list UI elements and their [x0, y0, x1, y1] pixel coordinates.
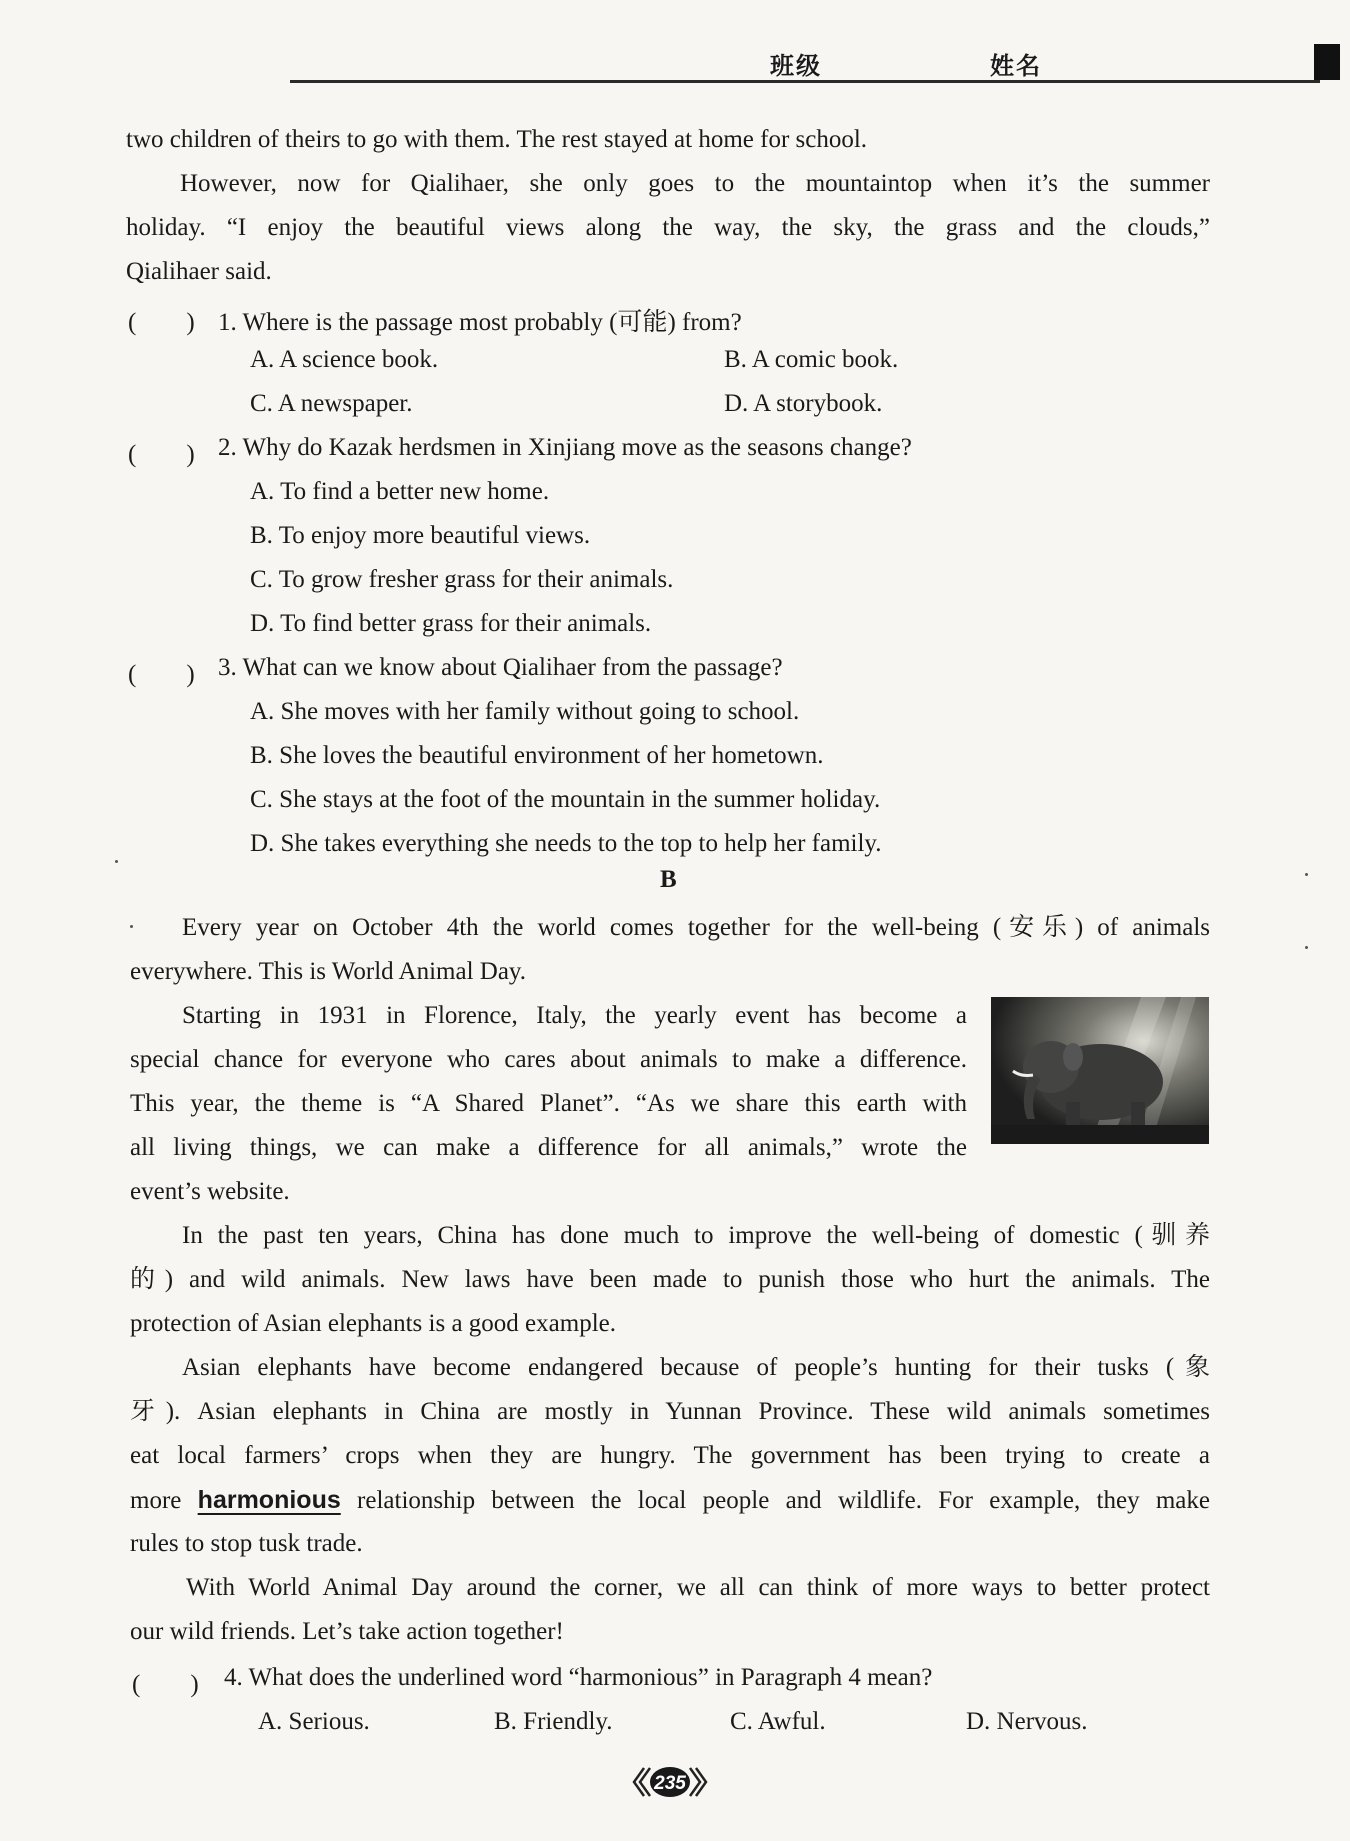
class-blank: [826, 58, 902, 81]
q1-option-d[interactable]: D. A storybook.: [724, 390, 883, 417]
header-rule: [290, 80, 1320, 83]
name-label: 姓名: [990, 54, 1042, 80]
q2-option-d[interactable]: D. To find better grass for their animals.: [250, 610, 652, 637]
scan-dot: [130, 925, 133, 928]
q2-option-c[interactable]: C. To grow fresher grass for their animals.: [250, 566, 674, 593]
page-number: 235: [654, 1773, 686, 1794]
q4-option-a[interactable]: A. Serious.: [258, 1708, 370, 1735]
class-field: [770, 46, 902, 81]
name-field: [990, 46, 1196, 81]
passage-b-p2-line-1: Starting in 1931 in Florence, Italy, the yearly event has become a: [182, 1002, 967, 1029]
elephant-photo-graphic: [991, 997, 1209, 1144]
passage-b-p4-line-5: rules to stop tusk trade.: [130, 1530, 363, 1557]
answer-paren-q4[interactable]: ( ): [132, 1671, 199, 1698]
question-3-stem: 3. What can we know about Qialihaer from the passage?: [218, 654, 783, 681]
q2-option-b[interactable]: B. To enjoy more beautiful views.: [250, 522, 591, 549]
q1-option-b[interactable]: B. A comic book.: [724, 346, 899, 373]
name-blank: [1046, 58, 1196, 81]
p4-line-4-prefix: more: [130, 1487, 198, 1514]
passage-b-p4-line-1: Asian elephants have become endangered because of people’s hunting for their tusks (象: [182, 1354, 1210, 1381]
scan-dot: [1305, 946, 1308, 949]
passage-b-p2-line-5: event’s website.: [130, 1178, 290, 1205]
passage-b-p3-line-1: In the past ten years, China has done much to improve the well-being of domestic (驯养: [182, 1222, 1210, 1249]
passage-b-p5-line-1: With World Animal Day around the corner, we all can think of more ways to better protect: [186, 1574, 1210, 1601]
answer-paren-q2[interactable]: ( ): [128, 441, 195, 468]
passage-a-line-2: However, now for Qialihaer, she only goes to the mountaintop when it’s the summer: [180, 170, 1210, 197]
answer-paren-q1[interactable]: ( ): [128, 309, 195, 336]
passage-b-p4-line-3: eat local farmers’ crops when they are hungry. The government has been trying to create a: [130, 1442, 1210, 1469]
page-number-badge: [630, 1762, 710, 1802]
scan-dot: [1305, 873, 1308, 876]
passage-b-p4-line-2: 牙). Asian elephants in China are mostly in Yunnan Province. These wild animals sometimes: [130, 1398, 1210, 1425]
passage-b-p4-line-4: [130, 1478, 1210, 1523]
passage-b-p3-line-3: protection of Asian elephants is a good example.: [130, 1310, 616, 1337]
passage-b-p3-line-2: 的) and wild animals. New laws have been made to punish those who hurt the animals. The: [130, 1266, 1210, 1293]
passage-b-p2-line-3: This year, the theme is “A Shared Planet”. “As we share this earth with: [130, 1090, 967, 1117]
q4-option-c[interactable]: C. Awful.: [730, 1708, 826, 1735]
p4-line-4-suffix: relationship between the local people and wildlife. For example, they make: [340, 1487, 1210, 1514]
passage-b-p1-line-2: everywhere. This is World Animal Day.: [130, 958, 527, 985]
q3-option-d[interactable]: D. She takes everything she needs to the top to help her family.: [250, 830, 882, 857]
passage-b-p2-line-4: all living things, we can make a difference for all animals,” wrote the: [130, 1134, 967, 1161]
section-b-heading: B: [660, 866, 677, 893]
q4-option-b[interactable]: B. Friendly.: [494, 1708, 613, 1735]
passage-a-line-1: two children of theirs to go with them. The rest stayed at home for school.: [126, 126, 868, 153]
page-number-ornament: [630, 1762, 710, 1802]
passage-b-p2-line-2: special chance for everyone who cares about animals to make a difference.: [130, 1046, 967, 1073]
underlined-word-harmonious: harmonious: [197, 1486, 341, 1514]
answer-paren-q3[interactable]: ( ): [128, 661, 195, 688]
passage-b-p1-line-1: Every year on October 4th the world comes together for the well-being (安乐) of animals: [182, 914, 1210, 941]
elephant-photo: [991, 997, 1209, 1144]
page-header: [290, 42, 1320, 82]
header-tab-marker: [1314, 44, 1340, 80]
q3-option-c[interactable]: C. She stays at the foot of the mountain in the summer holiday.: [250, 786, 881, 813]
passage-a-line-4: Qialihaer said.: [126, 258, 272, 285]
passage-b-p5-line-2: our wild friends. Let’s take action together!: [130, 1618, 564, 1645]
q4-option-d[interactable]: D. Nervous.: [966, 1708, 1088, 1735]
question-2-stem: 2. Why do Kazak herdsmen in Xinjiang move as the seasons change?: [218, 434, 912, 461]
q1-option-a[interactable]: A. A science book.: [250, 346, 439, 373]
q2-option-a[interactable]: A. To find a better new home.: [250, 478, 550, 505]
class-label: 班级: [770, 54, 822, 80]
q3-option-a[interactable]: A. She moves with her family without going to school.: [250, 698, 800, 725]
passage-a-line-3: holiday. “I enjoy the beautiful views along the way, the sky, the grass and the clouds,”: [126, 214, 1210, 241]
question-1-stem: 1. Where is the passage most probably (可能) from?: [218, 309, 742, 336]
question-4-stem: 4. What does the underlined word “harmonious” in Paragraph 4 mean?: [224, 1664, 933, 1691]
scan-dot: [115, 860, 118, 863]
q3-option-b[interactable]: B. She loves the beautiful environment of her hometown.: [250, 742, 824, 769]
q1-option-c[interactable]: C. A newspaper.: [250, 390, 413, 417]
